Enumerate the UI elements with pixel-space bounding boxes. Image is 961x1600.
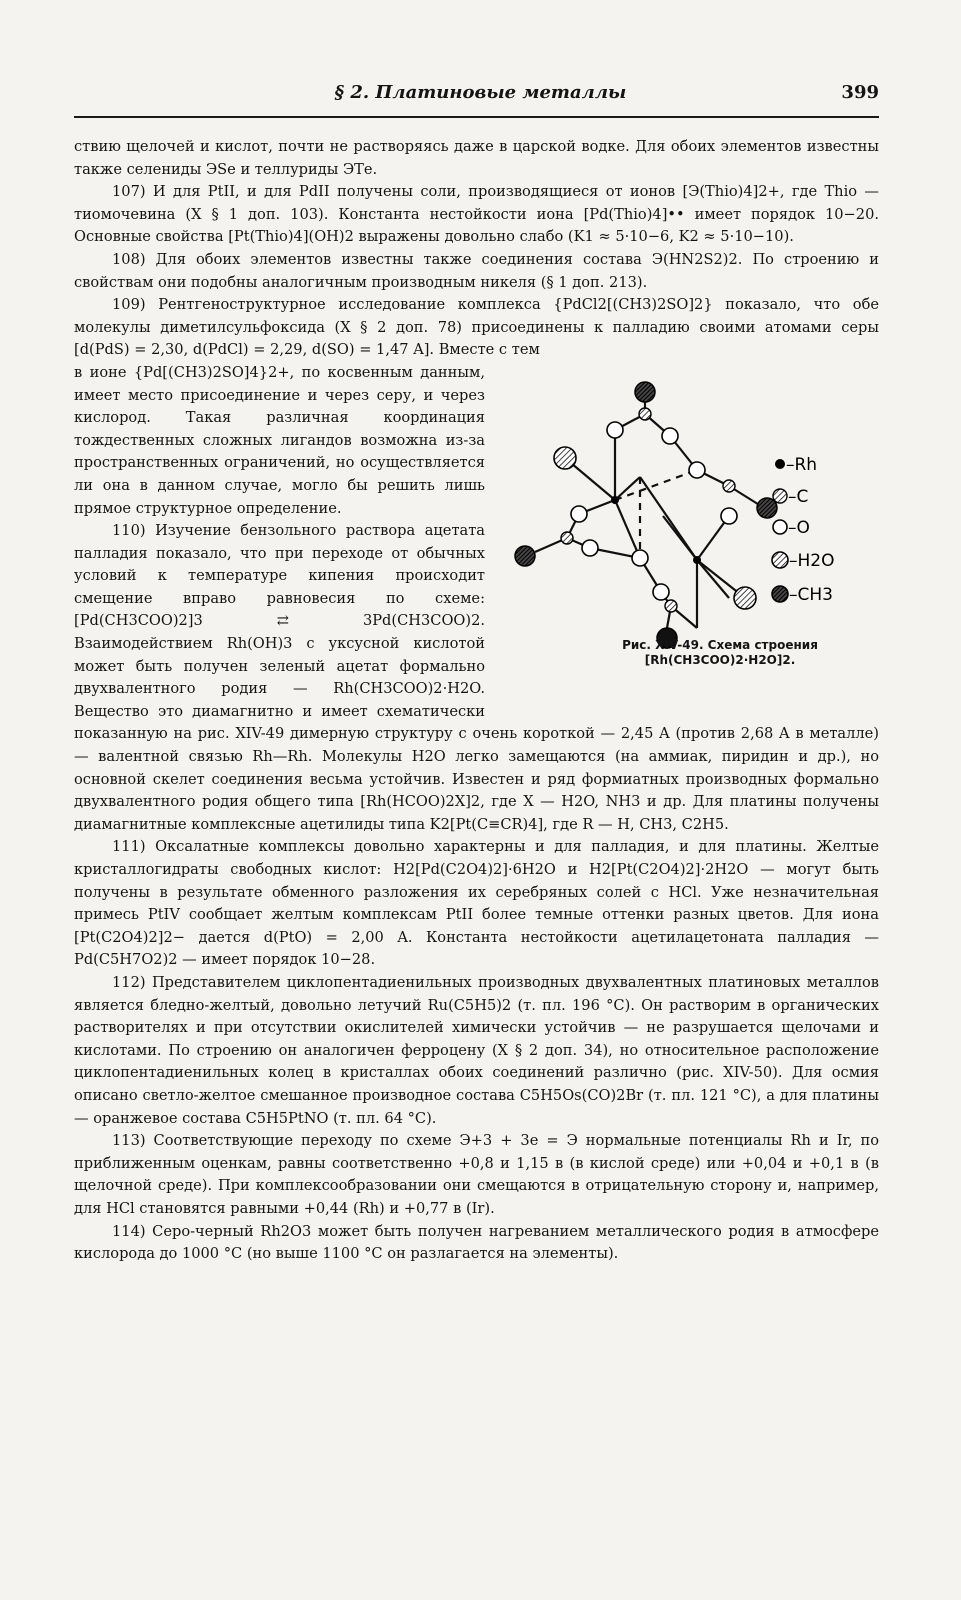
paragraph-109: 109) Рентгеноструктурное исследование комплекса {PdCl2[(CH3)2SO]2} показало, что обе молекулы диметилсульфоксида (X § 2 доп. 78) присоединены к палладию своими атомами серы [d(PdS) = 2,30, d(PdCl) = 2,29, d(SO) = 1,47 A]. Вместе с тем [74, 296, 879, 359]
ch3-group [635, 382, 655, 402]
carbon-atom [639, 408, 651, 420]
legend-c-label: –C [788, 486, 809, 507]
paragraph-108: 108) Для обоих элементов известны также соединения состава Э(HN2S2)2. По строению и свойствам они подобны аналогичным производным никеля (§ 1 доп. 213). [74, 250, 879, 291]
caption-line-2: [Rh(CH3COO)2·H2O]2. [644, 652, 796, 667]
paragraph-114: 114) Серо-черный Rh2O3 может быть получен нагреванием металлического родия в атмосфере кислорода до 1000 °C (но выше 1100 °C он разлагается на элементы). [74, 1222, 879, 1263]
oxygen-atom [582, 540, 598, 556]
ch3-group [515, 546, 535, 566]
paragraph-112: 112) Представителем циклопентадиенильных производных двухвалентных платиновых металлов является бледно-желтый, довольно летучий Ru(C5H5)2 (т. пл. 196 °C). Он растворим в органических растворителях и при отсутствии окислителей химически устойчив — не разрушается щелочами и кислотами. По строению он аналогичен ферроцену (X § 2 доп. 34), но относительное расположение циклопентадиенильных колец в кристаллах обоих соединений различно (рис. XIV-50). Для осмия описано светло-желтое смешанное производное состава C5H5Os(CO)2Br (т. пл. 121 °C), а для платины — оранжевое состава C5H5PtNO (т. пл. 64 °C). [74, 973, 879, 1127]
rh-atom [693, 556, 701, 564]
caption-line-1: Рис. XIV-49. Схема строения [622, 637, 818, 652]
legend-ch3-label: –CH3 [789, 584, 833, 605]
figure-caption [555, 638, 885, 668]
oxygen-atom [721, 508, 737, 524]
carbon-atom [723, 480, 735, 492]
legend-rh-label: –Rh [786, 454, 818, 475]
running-title: § 2. Платиновые металлы [334, 82, 627, 103]
dashed-bond [615, 470, 697, 500]
oxygen-atom [607, 422, 623, 438]
running-header [78, 78, 883, 110]
paragraph-109-continued: в ионе {Pd[(CH3)2SO]4}2+, по косвенным данным, имеет место присоединение и через серу, и через кислород. Такая различная координация тождественных сложных лигандов возможна из-за пространственных ограничений, но осуществляется ли она в данном случае, могло бы решить лишь прямое структурное определение. [74, 363, 485, 517]
rh-atom [611, 496, 619, 504]
page-number: 399 [841, 82, 879, 103]
header-rule [74, 116, 879, 118]
legend-o-marker [773, 520, 787, 534]
paragraph-110: 110) Изучение бензольного раствора ацетата палладия показало, что при переходе от обычных условий к температуре кипения происходит смещение вправо равновесия по схеме: [Pd(CH3COO)2]3 ⇄ 3Pd(CH3COO)2. Взаимодействием Rh(OH)3 с уксусной кислотой может быть получен зеленый ацетат формально двухвалентного родия — Rh(CH3COO)2·H2O. Вещество это диамагнитно и имеет схематически показанную на рис. XIV-49 димерную структуру с очень короткой — 2,45 A (против 2,68 A в металле) — валентной связью Rh—Rh. Молекулы H2O легко замещаются (на аммиак, пиридин и др.), но основной скелет соединения весьма устойчив. Известен и ряд формиатных производных формально двухвалентного родия общего типа [Rh(HCOO)2X]2, где X — H2O, NH3 и др. Для платины получены диамагнитные комплексные ацетилиды типа K2[Pt(C≡CR)4], где R — H, CH3, C2H5. [74, 522, 879, 833]
body-text [74, 136, 879, 1266]
carbon-atom [665, 600, 677, 612]
legend-rh-marker [775, 459, 785, 469]
oxygen-atom [632, 550, 648, 566]
legend [772, 455, 834, 605]
oxygen-atom [689, 462, 705, 478]
paragraph-107: 107) И для PtII, и для PdII получены соли, производящиеся от ионов [Э(Thio)4]2+, где Thio — тиомочевина (X § 1 доп. 103). Константа нестойкости иона [Pd(Thio)4]•• имеет порядок 10−20. Основные свойства [Pt(Thio)4](OH)2 выражены довольно слабо (K1 ≈ 5·10−6, K2 ≈ 5·10−10). [74, 183, 879, 246]
legend-o-label: –O [788, 517, 810, 538]
water-molecule [554, 447, 576, 469]
paragraph-113: 113) Соответствующие переходу по схеме Э+3 + 3e = Э нормальные потенциалы Rh и Ir, по приближенным оценкам, равны соответственно +0,8 и 1,15 в (в кислой среде) или +0,04 и +0,1 в (в щелочной среде). При комплексообразовании они смещаются в отрицательную сторону и, например, для HCl становятся равными +0,44 (Rh) и +0,77 в (Ir). [74, 1132, 879, 1217]
oxygen-atom [653, 584, 669, 600]
carbon-atom [561, 532, 573, 544]
water-molecule [734, 587, 756, 609]
figure-xiv-49 [495, 366, 885, 706]
oxygen-atom [662, 428, 678, 444]
paragraph-111: 111) Оксалатные комплексы довольно характерны и для палладия, и для платины. Желтые кристаллогидраты свободных кислот: H2[Pd(C2O4)2]·6H2O и H2[Pt(C2O4)2]·2H2O — могут быть получены в результате обменного разложения их серебряных солей с HCl. Уже незначительная примесь PtIV сообщает желтым комплексам PtII более темные оттенки разных цветов. Для иона [Pt(C2O4)2]2− дается d(PtO) = 2,00 A. Константа нестойкости ацетилацетоната палладия — Pd(C5H7O2)2 — имеет порядок 10−28. [74, 838, 879, 969]
legend-ch3-marker [772, 586, 788, 602]
legend-c-marker [773, 489, 787, 503]
legend-h2o-marker [772, 552, 788, 568]
oxygen-atom [571, 506, 587, 522]
rh-acetate-structure-diagram [495, 366, 885, 666]
ch3-group [757, 498, 777, 518]
paragraph-continuation: ствию щелочей и кислот, почти не растворяясь даже в царской водке. Для обоих элементов известны также селениды ЭSe и теллуриды ЭТе. [74, 138, 879, 178]
legend-h2o-label: –H2O [789, 550, 835, 571]
